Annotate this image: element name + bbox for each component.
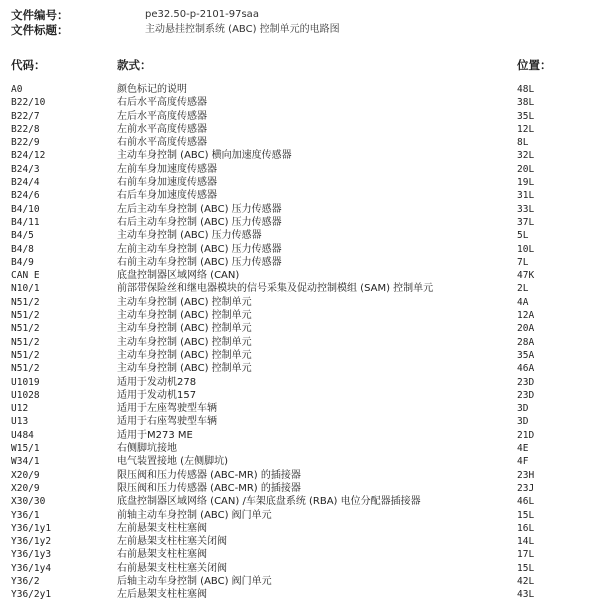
row-code: U1019 (11, 376, 40, 388)
table-row (0, 482, 604, 495)
table-row (0, 136, 604, 149)
row-code: N51/2 (11, 363, 40, 375)
row-position: 32L (517, 150, 535, 162)
row-code: B24/12 (11, 150, 46, 162)
row-description: 右前车身加速度传感器 (117, 177, 217, 189)
row-code: B24/6 (11, 190, 40, 202)
table-row (0, 243, 604, 256)
row-position: 31L (517, 190, 535, 202)
row-position: 20L (517, 163, 535, 175)
row-code: U13 (11, 416, 29, 428)
row-code: B22/7 (11, 110, 40, 122)
row-description: 左后悬架支柱柱塞阀 (117, 589, 207, 601)
row-code: CAN E (11, 270, 40, 282)
row-description: 左前主动车身控制 (ABC) 压力传感器 (117, 243, 282, 255)
table-row (0, 123, 604, 136)
row-description: 左前车身加速度传感器 (117, 163, 217, 175)
row-description: 主动车身控制 (ABC) 控制单元 (117, 349, 252, 361)
table-row (0, 402, 604, 415)
row-position: 33L (517, 203, 535, 215)
table-row (0, 282, 604, 295)
row-code: U1028 (11, 389, 40, 401)
row-code: A0 (11, 84, 23, 95)
row-position: 15L (517, 509, 535, 521)
row-description: 主动车身控制 (ABC) 控制单元 (117, 363, 252, 375)
table-row (0, 256, 604, 269)
row-code: B22/10 (11, 97, 46, 109)
row-description: 右侧脚坑接地 (117, 443, 177, 455)
row-description: 主动车身控制 (ABC) 控制单元 (117, 296, 252, 308)
row-code: B22/8 (11, 123, 40, 135)
row-description: 前部带保险丝和继电器模块的信号采集及促动控制模组 (SAM) 控制单元 (117, 283, 434, 295)
table-row (0, 216, 604, 229)
table-row (0, 429, 604, 442)
table-row (0, 469, 604, 482)
row-position: 16L (517, 522, 535, 534)
table-row (0, 548, 604, 561)
row-description: 左后主动车身控制 (ABC) 压力传感器 (117, 203, 282, 215)
row-description: 前轴主动车身控制 (ABC) 阀门单元 (117, 509, 272, 521)
table-row (0, 336, 604, 349)
row-position: 20A (517, 323, 535, 335)
row-position: 15L (517, 562, 535, 574)
row-code: B22/9 (11, 137, 40, 149)
row-description: 限压阀和压力传感器 (ABC-MR) 的插接器 (117, 469, 301, 481)
row-position: 8L (517, 137, 529, 149)
row-description: 电气装置接地 (左侧脚坑) (117, 456, 228, 468)
row-code: B4/9 (11, 256, 34, 268)
column-header-position: 位置： (517, 58, 552, 72)
row-code: B4/10 (11, 203, 40, 215)
row-position: 43L (517, 589, 535, 601)
row-position: 37L (517, 216, 535, 228)
row-code: N51/2 (11, 310, 40, 322)
table-row (0, 376, 604, 389)
table-row (0, 269, 604, 282)
row-description: 后轴主动车身控制 (ABC) 阀门单元 (117, 575, 272, 587)
row-description: 底盘控制器区域网络 (CAN) (117, 270, 240, 282)
table-row (0, 588, 604, 601)
table-row (0, 309, 604, 322)
row-description: 右前水平高度传感器 (117, 137, 207, 149)
table-row (0, 176, 604, 189)
row-description: 底盘控制器区域网络 (CAN) /车架底盘系统 (RBA) 电位分配器插接器 (117, 496, 421, 508)
row-description: 左前悬架支柱柱塞关闭阀 (117, 536, 227, 548)
row-description: 主动车身控制 (ABC) 控制单元 (117, 323, 252, 335)
row-code: U484 (11, 429, 34, 441)
table-row (0, 575, 604, 588)
row-description: 左后水平高度传感器 (117, 110, 207, 122)
table-row (0, 110, 604, 123)
row-code: B4/5 (11, 230, 34, 242)
table-row (0, 495, 604, 508)
row-position: 38L (517, 97, 535, 109)
row-position: 2L (517, 283, 529, 295)
row-code: Y36/1 (11, 509, 40, 521)
row-description: 右后车身加速度传感器 (117, 190, 217, 202)
row-position: 23D (517, 389, 535, 401)
row-position: 12L (517, 123, 535, 135)
row-description: 适用于右座驾驶型车辆 (117, 416, 217, 428)
table-row (0, 83, 604, 96)
row-code: Y36/1y4 (11, 562, 52, 574)
component-table (0, 83, 604, 602)
table-row (0, 442, 604, 455)
row-position: 14L (517, 536, 535, 548)
row-code: X20/9 (11, 482, 40, 494)
row-code: N51/2 (11, 349, 40, 361)
row-position: 3D (517, 416, 529, 428)
table-row (0, 322, 604, 335)
row-position: 4F (517, 456, 529, 468)
row-position: 17L (517, 549, 535, 561)
row-code: Y36/1y1 (11, 522, 52, 534)
table-row (0, 522, 604, 535)
table-row (0, 509, 604, 522)
table-row (0, 296, 604, 309)
table-row (0, 455, 604, 468)
doc-title-value: 主动悬挂控制系统 (ABC) 控制单元的电路图 (145, 24, 340, 35)
row-description: 右后水平高度传感器 (117, 97, 207, 109)
row-code: B24/3 (11, 163, 40, 175)
row-description: 主动车身控制 (ABC) 控制单元 (117, 310, 252, 322)
row-code: W34/1 (11, 456, 40, 468)
row-code: N51/2 (11, 323, 40, 335)
row-position: 35L (517, 110, 535, 122)
row-position: 23H (517, 469, 535, 481)
table-row (0, 149, 604, 162)
row-description: 颜色标记的说明 (117, 84, 187, 95)
row-position: 35A (517, 349, 535, 361)
row-code: N10/1 (11, 283, 40, 295)
row-description: 主动车身控制 (ABC) 压力传感器 (117, 230, 262, 242)
row-code: Y36/1y3 (11, 549, 52, 561)
row-code: B4/8 (11, 243, 34, 255)
table-row (0, 96, 604, 109)
row-position: 10L (517, 243, 535, 255)
table-row (0, 189, 604, 202)
row-position: 21D (517, 429, 535, 441)
row-code: B4/11 (11, 216, 40, 228)
row-position: 23D (517, 376, 535, 388)
doc-number-label: 文件编号： (11, 8, 69, 22)
doc-title-label: 文件标题： (11, 23, 69, 37)
row-description: 主动车身控制 (ABC) 控制单元 (117, 336, 252, 348)
row-position: 42L (517, 575, 535, 587)
row-code: Y36/2y1 (11, 589, 52, 601)
row-position: 7L (517, 256, 529, 268)
row-code: X30/30 (11, 496, 46, 508)
row-code: W15/1 (11, 443, 40, 455)
row-code: X20/9 (11, 469, 40, 481)
row-description: 左前悬架支柱柱塞阀 (117, 522, 207, 534)
column-header-code: 代码： (11, 58, 46, 72)
table-row (0, 349, 604, 362)
table-row (0, 163, 604, 176)
row-position: 28A (517, 336, 535, 348)
row-description: 适用于M273 ME (117, 429, 193, 441)
row-description: 右前主动车身控制 (ABC) 压力传感器 (117, 256, 282, 268)
table-row (0, 203, 604, 216)
table-row (0, 415, 604, 428)
row-code: Y36/1y2 (11, 536, 52, 548)
row-description: 右前悬架支柱柱塞关闭阀 (117, 562, 227, 574)
row-description: 右前悬架支柱柱塞阀 (117, 549, 207, 561)
row-position: 48L (517, 84, 535, 95)
table-row (0, 535, 604, 548)
row-position: 46L (517, 496, 535, 508)
row-position: 19L (517, 177, 535, 189)
row-code: N51/2 (11, 336, 40, 348)
row-description: 适用于发动机157 (117, 389, 197, 401)
row-description: 主动车身控制 (ABC) 横向加速度传感器 (117, 150, 292, 162)
row-position: 4A (517, 296, 529, 308)
row-position: 3D (517, 403, 529, 415)
doc-number-value: pe32.50-p-2101-97saa (145, 9, 259, 20)
row-position: 5L (517, 230, 529, 242)
row-description: 限压阀和压力传感器 (ABC-MR) 的插接器 (117, 482, 301, 494)
row-position: 47K (517, 270, 535, 282)
row-position: 46A (517, 363, 535, 375)
row-description: 适用于左座驾驶型车辆 (117, 403, 217, 415)
row-description: 适用于发动机278 (117, 376, 197, 388)
row-description: 左前水平高度传感器 (117, 123, 207, 135)
row-code: U12 (11, 403, 29, 415)
table-row (0, 229, 604, 242)
table-row (0, 389, 604, 402)
column-header-description: 款式： (117, 58, 152, 72)
row-code: Y36/2 (11, 575, 40, 587)
row-position: 23J (517, 482, 535, 494)
row-description: 右后主动车身控制 (ABC) 压力传感器 (117, 216, 282, 228)
row-position: 12A (517, 310, 535, 322)
row-code: B24/4 (11, 177, 40, 189)
row-position: 4E (517, 443, 529, 455)
table-row (0, 562, 604, 575)
row-code: N51/2 (11, 296, 40, 308)
table-row (0, 362, 604, 375)
